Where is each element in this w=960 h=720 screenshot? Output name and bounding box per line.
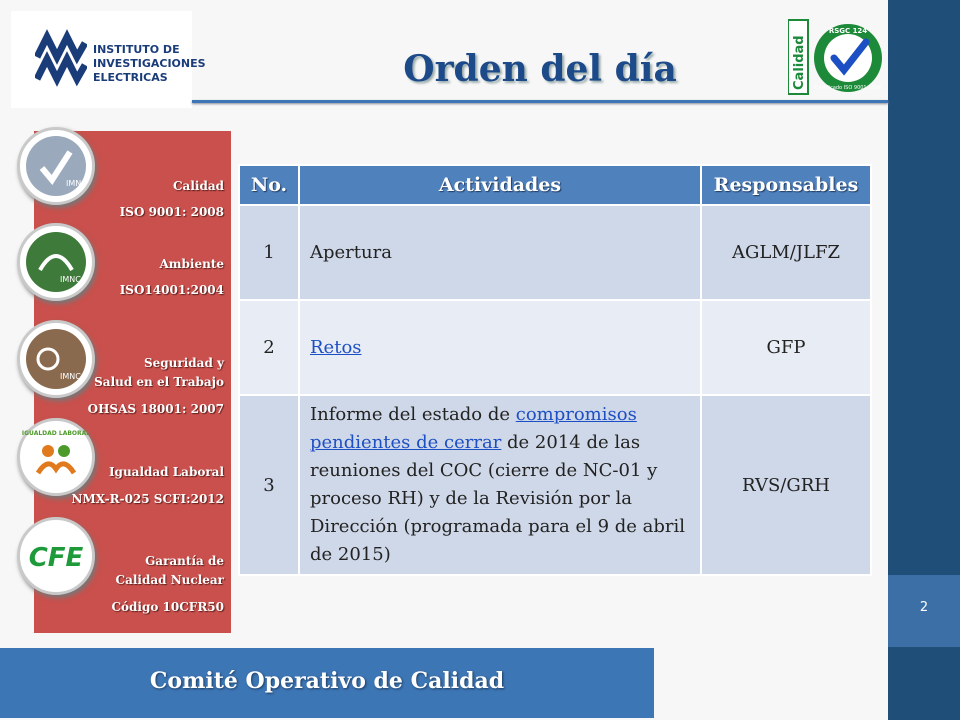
row-number: 1 <box>239 205 299 300</box>
activity-text-post: de 2014 de las reuniones del COC (cierre de NC-01 y proceso RH) y de la Revisión por la Dirección (programada para el 9 de abril de 2015) <box>310 432 686 565</box>
cfe-badge-icon <box>17 517 95 595</box>
row-activity <box>299 395 701 575</box>
page-number: 2 <box>919 600 929 615</box>
svg-text:IMNC: IMNC <box>60 372 81 381</box>
row-responsible: GFP <box>701 300 871 395</box>
sidebar-item-calidad-label: Calidad <box>173 179 224 193</box>
column-header-actividades: Actividades <box>299 165 701 205</box>
column-header-no: No. <box>239 165 299 205</box>
sidebar-item-seguridad-standard: OHSAS 18001: 2007 <box>87 402 224 416</box>
sidebar-item-nuclear-label-1: Garantía de <box>145 554 224 568</box>
imnc-safety-badge-icon <box>17 320 95 398</box>
equality-badge-icon <box>17 418 95 496</box>
sidebar-item-nuclear-standard: Código 10CFR50 <box>111 600 224 614</box>
footer-title: Comité Operativo de Calidad <box>149 668 505 694</box>
sidebar-item-calidad-standard: ISO 9001: 2008 <box>119 205 224 219</box>
table-row <box>239 395 871 575</box>
iie-logo <box>11 11 206 108</box>
sidebar-item-igualdad-label: Igualdad Laboral <box>108 465 224 479</box>
imnc-quality-badge-icon <box>17 127 95 205</box>
cert-side-text: Calidad <box>792 35 807 90</box>
activity-text-pre: Informe del estado de <box>310 404 516 425</box>
row-number: 3 <box>239 395 299 575</box>
table-row <box>239 300 871 395</box>
sidebar-item-igualdad-standard: NMX-R-025 SCFI:2012 <box>71 492 224 506</box>
compromisos-link[interactable]: compromisos pendientes de cerrar <box>310 404 637 453</box>
row-responsible: RVS/GRH <box>701 395 871 575</box>
row-responsible: AGLM/JLFZ <box>701 205 871 300</box>
imnc-environment-badge-icon <box>17 223 95 301</box>
logo-text-line-2: INVESTIGACIONES <box>93 57 206 70</box>
sidebar-item-ambiente-label: Ambiente <box>159 257 224 271</box>
right-sidebar-band <box>888 0 960 720</box>
sidebar-item-nuclear-label-2: Calidad Nuclear <box>115 573 224 587</box>
row-activity: Apertura <box>299 205 701 300</box>
page-title: Orden del día <box>403 48 677 90</box>
svg-text:IGUALDAD LABORAL: IGUALDAD LABORAL <box>21 430 91 437</box>
retos-link[interactable]: Retos <box>310 336 362 358</box>
sidebar-item-seguridad-label-2: Salud en el Trabajo <box>94 375 224 389</box>
logo-text-line-3: ELECTRICAS <box>93 71 168 84</box>
svg-text:IMNC: IMNC <box>66 179 87 188</box>
logo-text-line-1: INSTITUTO DE <box>93 43 180 56</box>
sidebar-item-seguridad-label-1: Seguridad y <box>143 356 224 370</box>
svg-text:IMNC: IMNC <box>60 275 81 284</box>
cert-ring-top: RSGC 124 <box>828 27 868 35</box>
iso-certified-logo <box>788 16 884 98</box>
table-header-row <box>239 165 871 205</box>
iie-logo-icon <box>35 29 87 91</box>
cert-ring-bottom: Certificado ISO 9001:2008 <box>814 85 882 91</box>
table-row <box>239 205 871 300</box>
row-number: 2 <box>239 300 299 395</box>
title-divider <box>192 100 888 103</box>
sidebar-item-ambiente-standard: ISO14001:2004 <box>119 283 224 297</box>
column-header-responsables: Responsables <box>701 165 871 205</box>
row-activity <box>299 300 701 395</box>
agenda-table <box>238 164 872 576</box>
svg-text:CFE: CFE <box>28 543 84 573</box>
